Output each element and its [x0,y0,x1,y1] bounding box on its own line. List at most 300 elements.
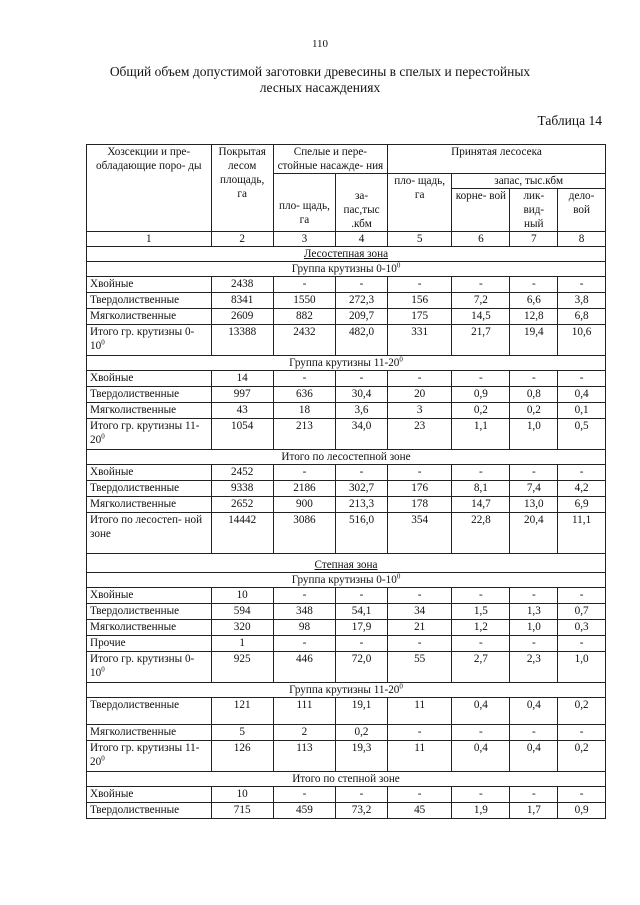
cell-value [387,481,451,497]
cell-value-text: - [579,278,584,290]
zone-heading-forest-steppe [87,247,606,262]
cell-value [387,741,451,772]
table-row [87,371,606,387]
cell-value-text: 1,0 [526,420,541,432]
cell-value-text: - [417,466,422,478]
cell-value [558,277,606,293]
cell-value-text: - [479,589,483,601]
cell-value [510,309,558,325]
cell-value-text: 11 [414,699,426,711]
cell-value-text: 19,3 [351,742,372,754]
cell-value [558,636,606,652]
cell-value-text: 925 [233,653,251,665]
cell-value [387,787,451,803]
section-row [87,247,606,262]
section-label: Итого по степной зоне [292,773,400,785]
header-species: Хозсекции и пре- обладающие поро- ды [87,145,212,232]
cell-value [336,387,388,403]
cell-value-text: 34 [414,605,426,617]
row-label [87,588,212,604]
section-label: Итого по лесостепной зоне [281,451,411,463]
row-label [87,277,212,293]
cell-value-text: - [479,637,483,649]
cell-value [510,481,558,497]
cell-value [211,636,273,652]
cell-value-text: 1,5 [473,605,488,617]
cell-value-text: 2,3 [526,653,541,665]
cell-value [273,465,335,481]
cell-value [387,513,451,554]
cell-value [510,588,558,604]
cell-value-text: 1,0 [526,621,541,633]
header-accepted-cutting-area: Принятая лесосека [387,145,605,174]
row-label [87,787,212,803]
cell-value [273,277,335,293]
cell-value-text: 320 [233,621,251,633]
cell-value [558,387,606,403]
section-label: Группа крутизны 0-10 [291,263,397,275]
cell-value-text: 1550 [293,294,316,306]
cell-value-text: - [359,372,364,384]
row-label [87,698,212,725]
cell-value-text: 22,8 [471,514,491,526]
cell-value-text: 11,1 [572,514,592,526]
cell-value [558,741,606,772]
cell-value-text: 20 [414,388,426,400]
cell-value-text: 12,8 [524,310,544,322]
cell-value [558,787,606,803]
row-label [87,481,212,497]
row-label-text: Прочие [90,637,126,649]
cell-value [452,419,510,450]
page-number: 110 [311,38,329,50]
cell-value-text: - [579,372,584,384]
cell-value [452,803,510,819]
cell-value [273,741,335,772]
cell-value-text: - [302,788,307,800]
cell-value-text: 482,0 [348,326,375,338]
col-number: 6 [452,232,510,247]
section-row [87,683,606,698]
cell-value [336,741,388,772]
cell-value-text: 6,8 [574,310,589,322]
cell-value-text: 9338 [230,482,254,494]
cell-value [452,309,510,325]
row-label-text: Хвойные [90,589,134,601]
cell-value-text: - [531,637,536,649]
table-row [87,403,606,419]
cell-value [336,371,388,387]
cell-value-text: 72,0 [351,653,372,665]
column-number-row [87,232,606,247]
cell-value-text: - [479,726,483,738]
degree-superscript: 0 [396,572,401,581]
cell-value [336,588,388,604]
cell-value-text: - [531,372,536,384]
row-label [87,371,212,387]
cell-value-text: - [479,788,483,800]
cell-value [336,465,388,481]
cell-value-text: 14442 [228,514,257,526]
cell-value [558,309,606,325]
cell-value [387,497,451,513]
cell-value [510,403,558,419]
cell-value [336,652,388,683]
cell-value [558,403,606,419]
cell-value [558,604,606,620]
col-number: 2 [211,232,273,247]
degree-superscript: 0 [101,754,105,763]
zone-total-heading [87,772,606,787]
cell-value-text: 156 [411,294,429,306]
row-label [87,803,212,819]
cell-value-text: 997 [233,388,251,400]
cell-value-text: - [359,466,364,478]
cell-value-text: 1,9 [473,804,488,816]
cell-value-text: 0,5 [574,420,589,432]
cell-value [387,588,451,604]
cell-value-text: 2609 [230,310,254,322]
cell-value [273,325,335,356]
cell-value-text: 21 [414,621,426,633]
header-root-stock: корне- вой [452,189,510,232]
table-row [87,293,606,309]
cell-value [211,652,273,683]
cell-value [273,588,335,604]
cell-value-text: 18 [298,404,311,416]
cell-value-text: 0,2 [574,699,589,711]
table-row [87,803,606,819]
cell-value-text: 0,4 [473,699,488,711]
cell-value-text: 176 [411,482,429,494]
cell-value-text: 0,2 [574,742,589,754]
cell-value-text: - [531,589,536,601]
cell-value-text: 516,0 [348,514,375,526]
cell-value-text: 1,1 [473,420,488,432]
cell-value [273,371,335,387]
cell-value-text: 178 [411,498,429,510]
cell-value-text: 111 [296,699,313,711]
cell-value [558,497,606,513]
table-row [87,636,606,652]
cell-value [558,588,606,604]
cell-value [211,698,273,725]
row-label-text: Твердолиственные [90,294,180,306]
section-row [87,262,606,277]
header-mature-stock: за- пас,тыс .кбм [336,174,388,232]
cell-value [510,636,558,652]
cell-value-text: 1 [239,637,245,649]
cell-value-text: - [479,466,483,478]
cell-value [510,465,558,481]
title-line-2: лесных насаждениях [259,80,381,95]
cell-value [211,403,273,419]
cell-value-text: 0,9 [574,804,589,816]
cell-value-text: 5 [239,726,245,738]
cell-value-text: 73,2 [351,804,372,816]
cell-value [452,787,510,803]
cell-value-text: 13,0 [524,498,544,510]
cell-value-text: 0,4 [574,388,589,400]
cell-value-text: 1,2 [473,621,488,633]
cell-value-text: 2186 [293,482,316,494]
cell-value-text: 0,1 [574,404,589,416]
cell-value-text: 2,7 [473,653,488,665]
table-row [87,309,606,325]
row-label-text: Итого гр. крутизны 11-20 [90,742,200,768]
cell-value [510,652,558,683]
cell-value-text: 45 [414,804,426,816]
header-mature-area: пло- щадь, га [273,174,335,232]
row-label-text: Мягколиственные [90,310,177,322]
row-label [87,497,212,513]
cell-value [510,741,558,772]
cell-value [387,387,451,403]
cell-value [387,725,451,741]
timber-harvest-table [86,144,606,819]
cell-value-text: - [302,278,307,290]
cell-value-text: 21,7 [471,326,491,338]
header-mature-stands: Спелые и пере- стойные насажде- ния [273,145,387,174]
cell-value [510,725,558,741]
cell-value-text: 23 [414,420,426,432]
cell-value [211,325,273,356]
row-label [87,725,212,741]
cell-value [387,465,451,481]
section-label: Группа крутизны 11-20 [289,684,400,696]
cell-value-text: 348 [296,605,313,617]
row-label [87,636,212,652]
cell-value [336,620,388,636]
section-label: Группа крутизны 0-10 [291,574,397,586]
cell-value [336,325,388,356]
row-label [87,387,212,403]
cell-value [211,787,273,803]
cell-value [558,652,606,683]
cell-value-text: - [417,372,422,384]
cell-value [387,277,451,293]
col-number: 1 [87,232,212,247]
cell-value [336,725,388,741]
cell-value-text: - [417,726,422,738]
cell-value-text: 459 [296,804,313,816]
table-row [87,652,606,683]
cell-value-text: 213,3 [348,498,375,510]
section-label: Степная зона [314,559,378,571]
cell-value-text: 1,0 [574,653,589,665]
row-label-text: Твердолиственные [90,699,180,711]
cell-value-text: - [359,589,364,601]
cell-value-text: - [531,278,536,290]
cell-value [510,620,558,636]
cell-value [336,803,388,819]
cell-value [510,419,558,450]
cell-value [273,604,335,620]
cell-value [452,636,510,652]
col-number: 5 [387,232,451,247]
row-label [87,741,212,772]
cell-value-text: 3,6 [354,404,369,416]
cell-value-text: 1054 [230,420,254,432]
cell-value [387,293,451,309]
cell-value [273,419,335,450]
header-covered-area: Покрытая лесом площадь, га [211,145,273,232]
slope-group-heading [87,356,606,371]
cell-value-text: 3086 [293,514,316,526]
cell-value-text: 6,6 [526,294,541,306]
section-row [87,356,606,371]
cell-value-text: 900 [296,498,313,510]
cell-value [452,604,510,620]
cell-value-text: 20,4 [524,514,544,526]
cell-value-text: 446 [296,653,313,665]
cell-value-text: 302,7 [348,482,375,494]
cell-value [452,652,510,683]
cell-value [273,725,335,741]
cell-value [336,403,388,419]
cell-value [510,787,558,803]
cell-value [452,620,510,636]
table-row [87,620,606,636]
cell-value-text: 14 [236,372,248,384]
cell-value-text: 882 [296,310,313,322]
cell-value-text: 175 [411,310,429,322]
cell-value [211,277,273,293]
cell-value [211,309,273,325]
section-row [87,772,606,787]
cell-value-text: - [417,589,422,601]
cell-value [273,481,335,497]
cell-value-text: 715 [233,804,251,816]
slope-group-heading [87,683,606,698]
cell-value-text: 0,4 [473,742,488,754]
cell-value-text: 0,3 [574,621,589,633]
cell-value-text: 213 [296,420,313,432]
cell-value-text: - [531,726,536,738]
cell-value [336,636,388,652]
cell-value-text: - [417,278,422,290]
row-label-text: Твердолиственные [90,388,180,400]
cell-value [211,725,273,741]
table-row [87,325,606,356]
cell-value-text: 209,7 [348,310,375,322]
page-title [90,64,550,96]
cell-value [452,725,510,741]
zone-heading-steppe [87,554,606,573]
col-number: 4 [336,232,388,247]
cell-value [558,371,606,387]
row-label-text: Хвойные [90,278,134,290]
section-row [87,573,606,588]
row-label-text: Итого гр. крутизны 0-10 [90,653,195,679]
row-label-text: Мягколиственные [90,404,177,416]
row-label [87,652,212,683]
cell-value [336,497,388,513]
cell-value-text: 14,7 [471,498,491,510]
row-label-text: Мягколиственные [90,726,177,738]
cell-value-text: 0,9 [473,388,488,400]
cell-value-text: 0,7 [574,605,589,617]
cell-value [510,698,558,725]
cell-value-text: 13388 [228,326,257,338]
cell-value [336,698,388,725]
header-row [87,145,606,174]
table-row [87,604,606,620]
cell-value-text: 8,1 [473,482,488,494]
cell-value [558,725,606,741]
cell-value-text: 7,2 [473,294,488,306]
section-label: Лесостепная зона [303,248,389,260]
slope-group-heading [87,573,606,588]
cell-value-text: 0,8 [526,388,541,400]
cell-value [211,481,273,497]
col-number: 7 [510,232,558,247]
degree-superscript: 0 [399,682,403,691]
section-row [87,450,606,465]
cell-value-text: 19,4 [524,326,544,338]
cell-value [387,636,451,652]
cell-value [452,277,510,293]
cell-value [387,652,451,683]
cell-value [558,293,606,309]
cell-value-text: 1,7 [526,804,541,816]
cell-value [510,293,558,309]
cell-value-text: 594 [233,605,251,617]
cell-value [387,604,451,620]
cell-value-text: - [531,788,536,800]
cell-value-text: - [359,278,364,290]
degree-superscript: 0 [396,261,401,270]
cell-value-text: 98 [298,621,311,633]
col-number: 3 [273,232,335,247]
cell-value [336,604,388,620]
cell-value-text: - [302,589,307,601]
cell-value [558,513,606,554]
col-number: 8 [558,232,606,247]
cell-value-text: - [302,637,307,649]
cell-value [510,497,558,513]
cell-value [273,309,335,325]
row-label [87,403,212,419]
cell-value-text: - [531,466,536,478]
cell-value-text: 0,2 [354,726,369,738]
header-business-stock: дело- вой [558,189,606,232]
cell-value-text: 19,1 [351,699,372,711]
degree-superscript: 0 [101,665,105,674]
row-label [87,620,212,636]
cell-value-text: - [417,637,422,649]
cell-value [452,513,510,554]
cell-value-text: 10,6 [571,326,592,338]
cell-value [211,741,273,772]
row-label [87,513,212,554]
cell-value [273,636,335,652]
cell-value-text: 636 [296,388,313,400]
cell-value [452,325,510,356]
row-label [87,309,212,325]
header-cut-area: пло- щадь, га [387,174,451,232]
cell-value [211,604,273,620]
cell-value [211,513,273,554]
cell-value [273,620,335,636]
cell-value-text: 10 [236,788,248,800]
table-row [87,481,606,497]
cell-value [452,293,510,309]
cell-value [336,309,388,325]
cell-value-text: 3,8 [574,294,589,306]
table-row [87,787,606,803]
cell-value [387,419,451,450]
